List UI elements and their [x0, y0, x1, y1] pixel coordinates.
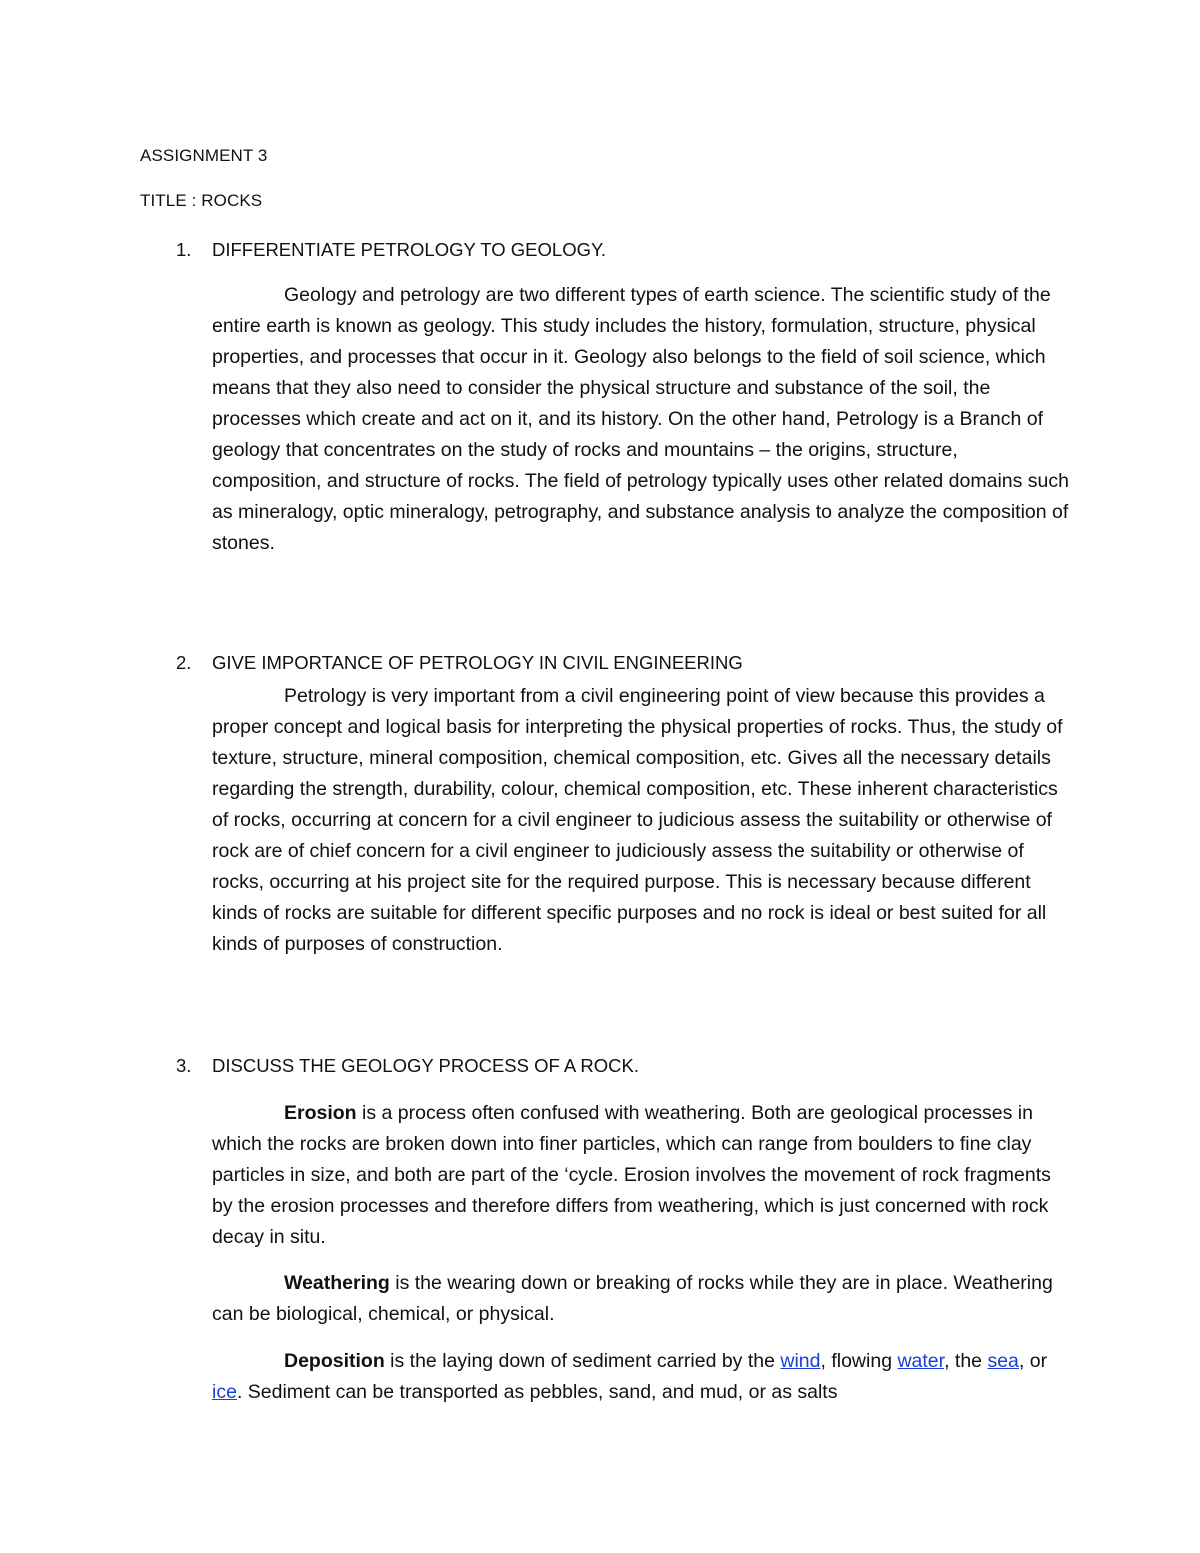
erosion-term: Erosion	[284, 1102, 357, 1124]
deposition-text: is the laying down of sediment carried by the	[384, 1350, 781, 1372]
weathering-text: is the wearing down or breaking of rocks while they are in place. Weathering can be biological, chemical, or physical.	[212, 1272, 1053, 1325]
deposition-text: , the	[944, 1350, 988, 1372]
item-heading: DIFFERENTIATE PETROLOGY TO GEOLOGY.	[212, 239, 607, 260]
document-title: TITLE : ROCKS	[140, 191, 263, 210]
item-body-text: Petrology is very important from a civil engineering point of view because this provides a proper concept and logical basis for interpreting the physical properties of rocks. Thus, the study of texture, structure, mineral composition, chemical composition, etc. Gives all the necessary details regarding the strength, durability, colour, chemical composition, etc. These inherent characteristics of rocks, occurring at concern for a civil engineer to judicious assess the suitability or otherwise of rock are of chief concern for a civil engineer to judiciously assess the suitability or otherwise of rocks, occurring at his project site for the required purpose. This is necessary because different kinds of rocks are suitable for different specific purposes and no rock is ideal or best suited for all kinds of purposes of construction.	[212, 685, 1063, 955]
item-body-text: Geology and petrology are two different types of earth science. The scientific study of the entire earth is known as geology. This study includes the history, formulation, structure, physical properties, and processes that occur in it. Geology also belongs to the field of soil science, which means that they also need to consider the physical structure and substance of the soil, the processes which create and act on it, and its history. On the other hand, Petrology is a Branch of geology that concentrates on the study of rocks and mountains – the origins, structure, composition, and structure of rocks. The field of petrology typically uses other related domains such as mineralogy, optic mineralogy, petrography, and substance analysis to analyze the composition of stones.	[212, 284, 1069, 554]
item-number: 1.	[176, 239, 192, 260]
item-heading: DISCUSS THE GEOLOGY PROCESS OF A ROCK.	[212, 1055, 639, 1076]
deposition-text: . Sediment can be transported as pebbles, sand, and mud, or as salts	[236, 1381, 838, 1403]
item-number: 3.	[176, 1055, 192, 1076]
link-ice[interactable]: ice	[212, 1381, 237, 1403]
weathering-term: Weathering	[284, 1272, 390, 1294]
link-wind[interactable]: wind	[780, 1350, 821, 1372]
deposition-text: , flowing	[820, 1350, 898, 1372]
item-number: 2.	[176, 652, 192, 673]
erosion-paragraph	[212, 1098, 1072, 1253]
deposition-term: Deposition	[284, 1350, 385, 1372]
weathering-paragraph	[212, 1268, 1072, 1330]
deposition-text: , or	[1018, 1350, 1048, 1372]
link-water[interactable]: water	[897, 1350, 945, 1372]
item-body	[212, 280, 1072, 559]
erosion-text: is a process often confused with weathering. Both are geological processes in which the rocks are broken down into finer particles, which can range from boulders to fine clay particles in size, and both are part of the ‘cycle. Erosion involves the movement of rock fragments by the erosion processes and therefore differs from weathering, which is just concerned with rock decay in situ.	[212, 1102, 1051, 1248]
item-heading: GIVE IMPORTANCE OF PETROLOGY IN CIVIL ENGINEERING	[212, 652, 743, 673]
deposition-paragraph	[212, 1346, 1072, 1408]
assignment-label: ASSIGNMENT 3	[140, 146, 268, 165]
item-body	[212, 681, 1072, 960]
link-sea[interactable]: sea	[987, 1350, 1019, 1372]
